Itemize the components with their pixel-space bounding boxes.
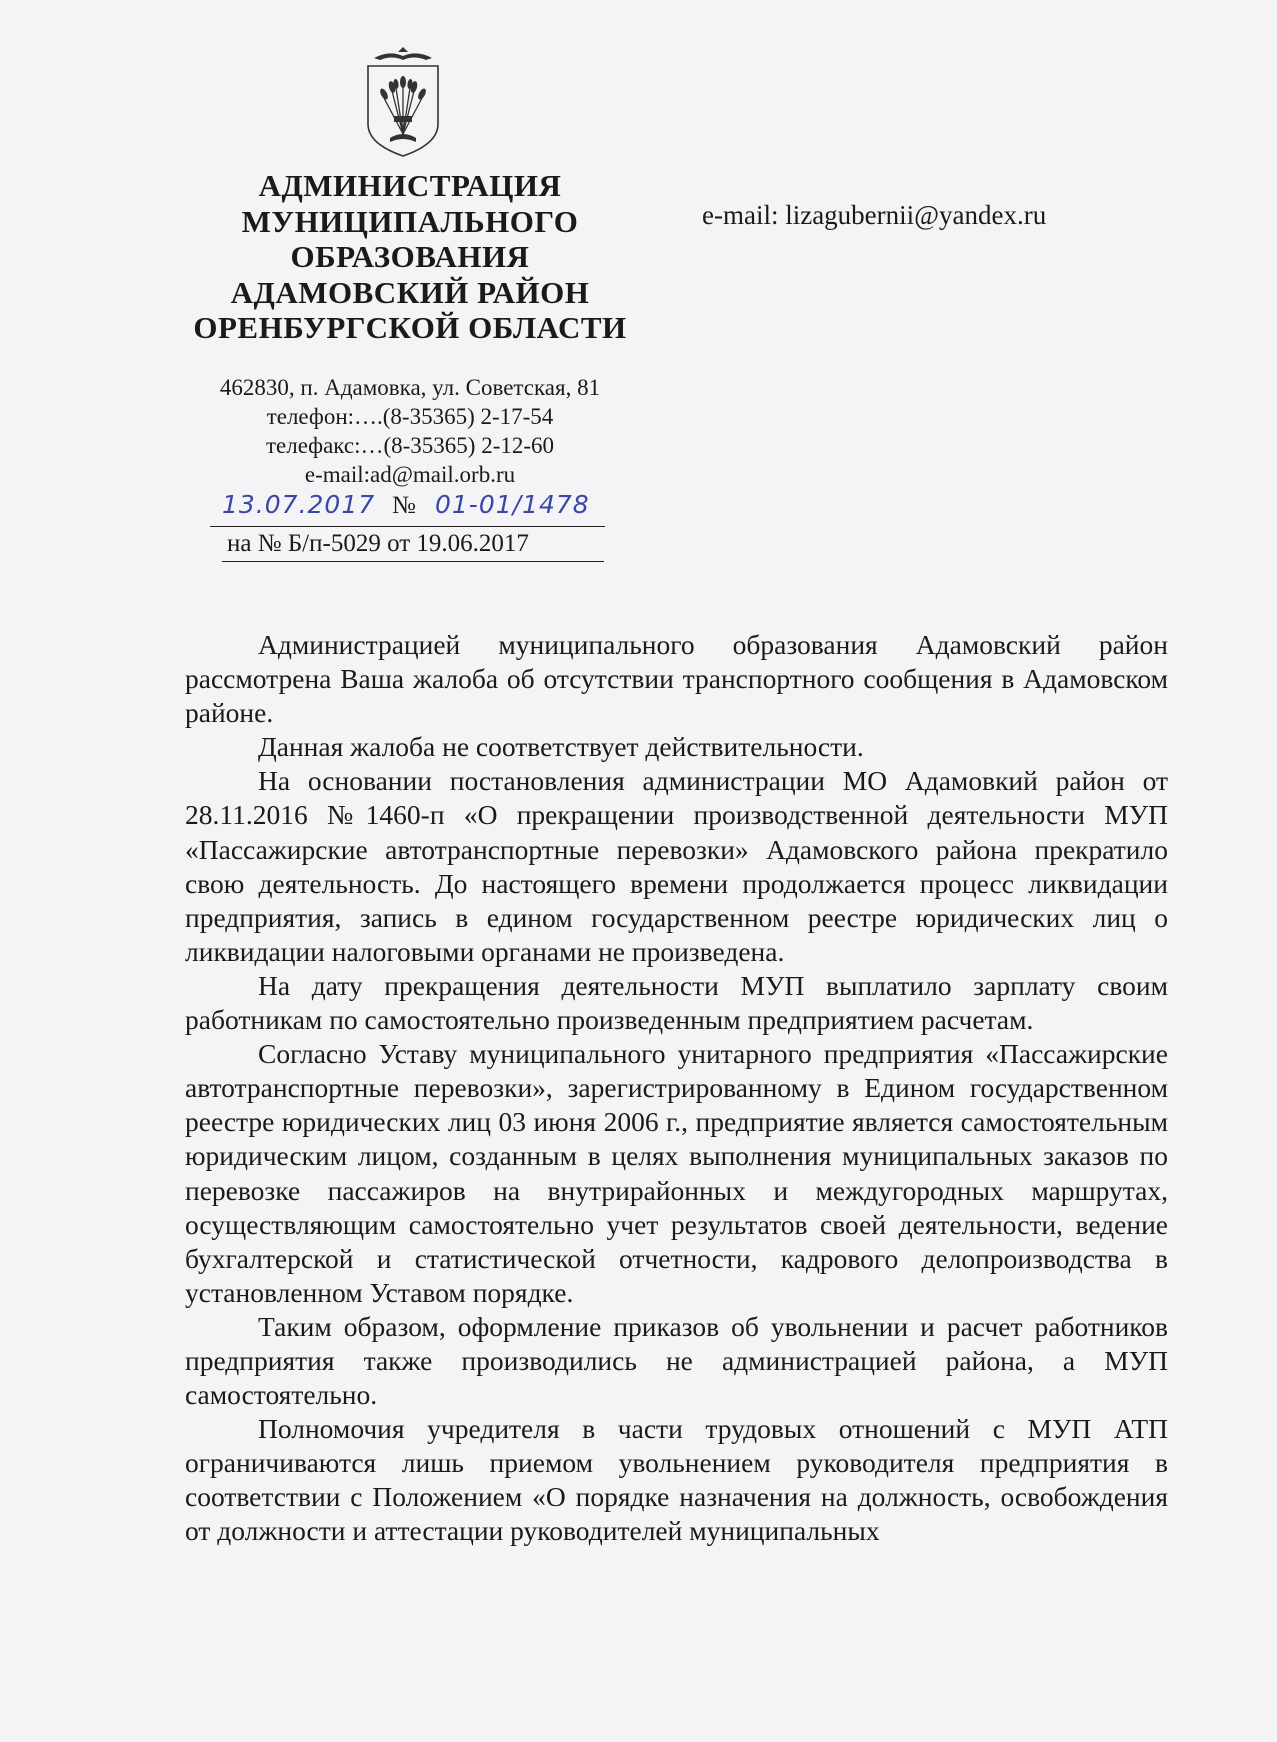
handwritten-reg-number: 01-01/1478 xyxy=(435,490,590,519)
org-name-line: ОБРАЗОВАНИЯ xyxy=(290,239,530,274)
body-paragraph: Таким образом, оформление приказов об увольнении и расчет работников предприятия также производились не администрацией района, а МУП самостоятельно. xyxy=(185,1310,1168,1411)
fax-line: телефакс:…(8-35365) 2-12-60 xyxy=(265,433,555,458)
registration-line xyxy=(210,490,605,527)
body-paragraph: На дату прекращения деятельности МУП выплатило зарплату своим работникам по самостоятельно произведенным предприятием расчетам. xyxy=(185,969,1168,1036)
body-paragraph: Согласно Уставу муниципального унитарного предприятия «Пассажирские автотранспортные перевозки», зарегистрированному в Едином государственном реестре юридических лиц 03 июня 2006 г., предприятие является самостоятельным юридическим лицом, созданным в целях выполнения муниципальных заказов по перевозке пассажиров на внутрирайонных и междугородных маршрутах, осуществляющим самостоятельно учет результатов своей деятельности, ведение бухгалтерской и статистической отчетности, кадрового делопроизводства в установленном Уставом порядке. xyxy=(185,1038,1168,1308)
reference-text: на № Б/п-5029 от 19.06.2017 xyxy=(227,530,529,557)
address-line: 462830, п. Адамовка, ул. Советская, 81 xyxy=(219,375,601,400)
body-paragraph: На основании постановления администрации МО Адамовкий район от 28.11.2016 №1460-п «О прекращении производственной деятельности МУП «Пассажирские автотранспортные перевозки» Адамовского района прекратило свою деятельность. До настоящего времени продолжается процесс ликвидации предприятия, запись в едином государственном реестре юридических лиц о ликвидации налоговыми органами не произведена. xyxy=(185,765,1168,967)
recipient-email: e-mail: lizagubernii@yandex.ru xyxy=(702,200,1047,230)
org-address-block xyxy=(180,373,640,489)
phone-line: телефон:….(8-35365) 2-17-54 xyxy=(266,404,554,429)
body-paragraph: Полномочия учредителя в части трудовых отношений с МУП АТП ограничиваются лишь приемом увольнением руководителя предприятия в соответствии с Положением «О порядке назначения на должность, освобождения от должности и аттестации руководителей муниципальных xyxy=(185,1413,1168,1547)
org-email-line: e-mail:ad@mail.orb.ru xyxy=(304,462,516,487)
organization-name xyxy=(180,168,640,346)
letter-body xyxy=(185,628,1168,1549)
org-name-line: МУНИЦИПАЛЬНОГО xyxy=(241,203,579,239)
coat-of-arms-emblem xyxy=(354,46,452,160)
body-paragraph: Администрацией муниципального образования Адамовский район рассмотрена Ваша жалоба об отсутствии транспортного сообщения в Адамовском районе. xyxy=(185,629,1168,729)
body-paragraph: Данная жалоба не соответствует действительности. xyxy=(258,731,864,763)
org-name-line: АДМИНИСТРАЦИЯ xyxy=(258,168,562,203)
number-sign: № xyxy=(392,492,416,519)
org-name-line: ОРЕНБУРГСКОЙ ОБЛАСТИ xyxy=(193,310,627,345)
handwritten-reg-date: 13.07.2017 xyxy=(222,490,376,519)
reference-line xyxy=(222,531,604,562)
org-name-line: АДАМОВСКИЙ РАЙОН xyxy=(230,274,590,310)
